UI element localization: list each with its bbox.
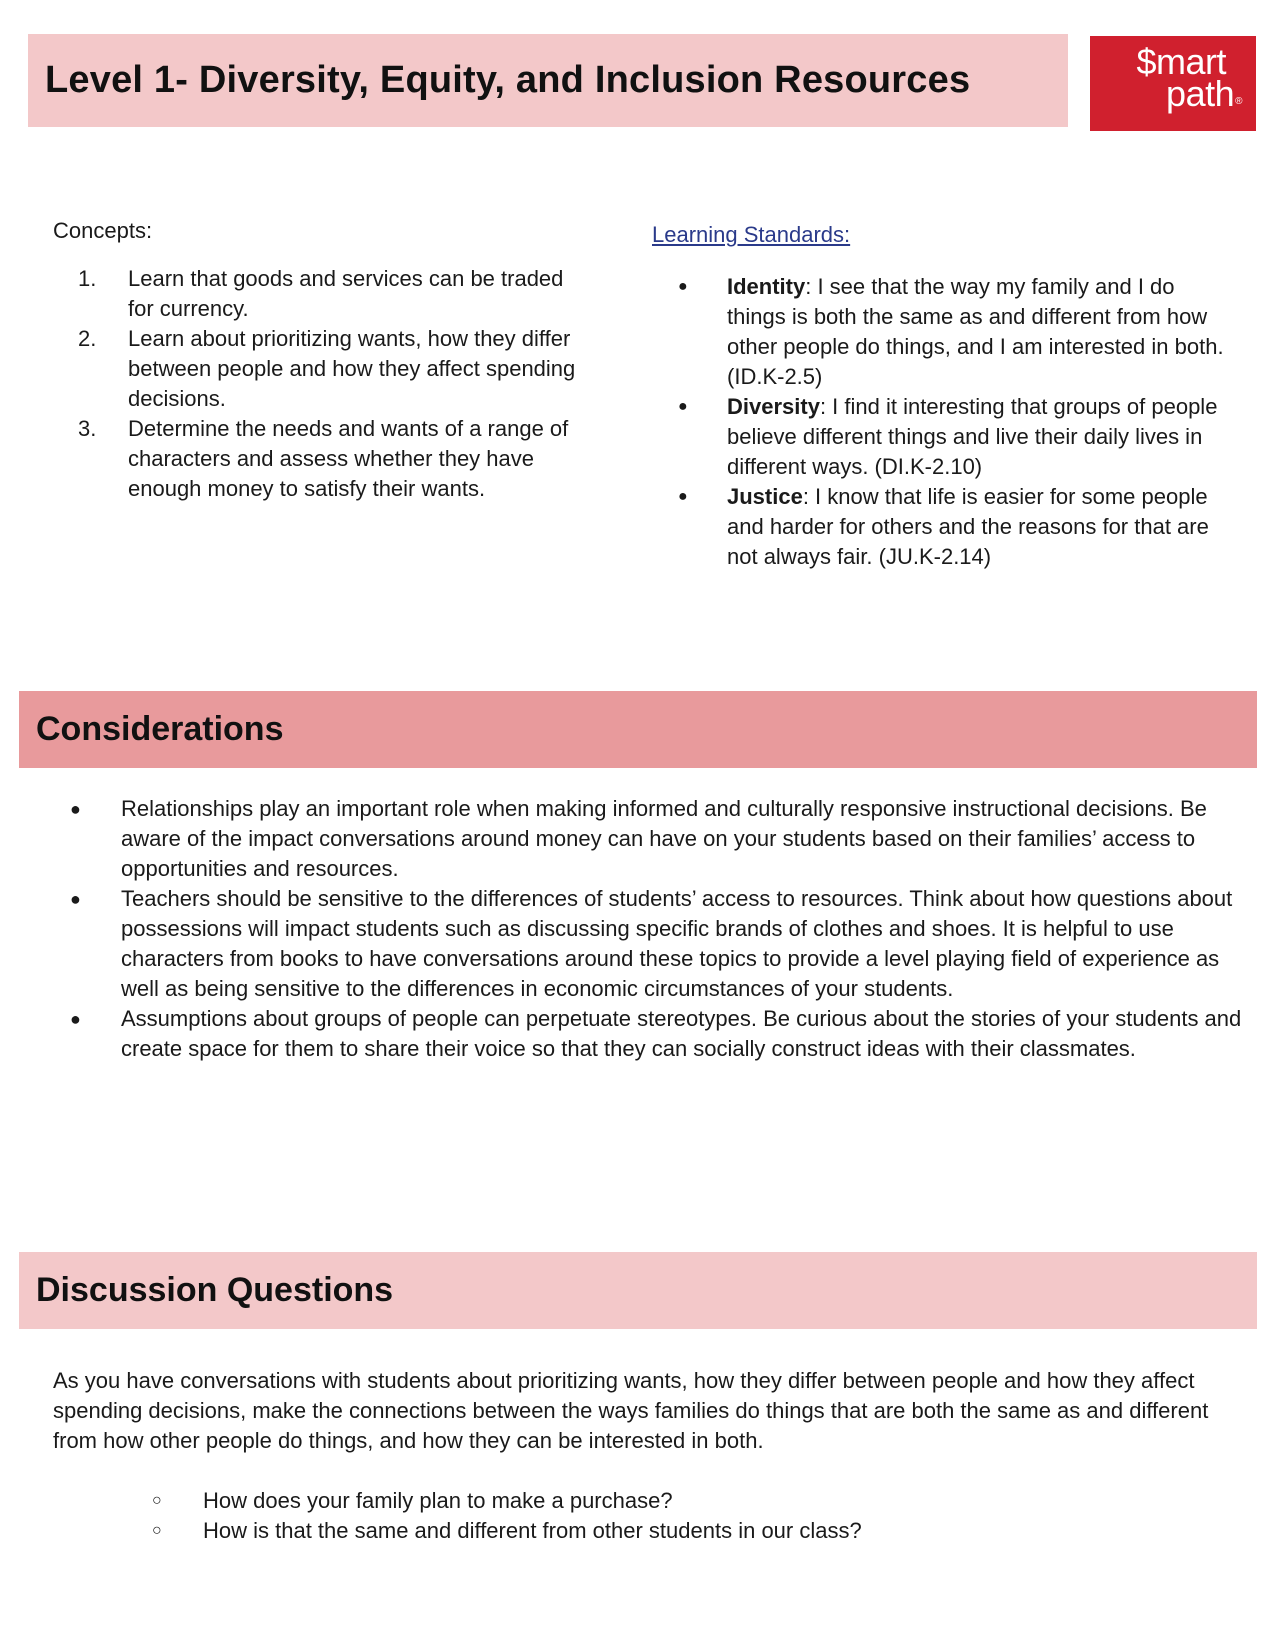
bullet-icon: ● — [70, 799, 81, 819]
list-item: 1. Learn that goods and services can be traded for currency. — [78, 266, 564, 321]
logo-line1: $mart — [1136, 41, 1226, 82]
list-item: ● Justice: I know that life is easier for some people and harder for others and the reasons for that are not always fair. (JU.K-2.14) — [678, 484, 1209, 569]
page-title: Level 1- Diversity, Equity, and Inclusion Resources — [45, 59, 971, 101]
list-item: ● Assumptions about groups of people can perpetuate stereotypes. Be curious about the stories of your students and create space for them to share their voice so that they can socially construct ideas with their classmates. — [70, 1006, 1242, 1061]
concepts-section — [53, 218, 593, 504]
concepts-list — [53, 264, 593, 504]
questions-list — [53, 1486, 1243, 1546]
circle-bullet-icon: ○ — [152, 1522, 162, 1539]
learning-standards-link[interactable]: Learning Standards: — [652, 222, 851, 247]
circle-bullet-icon: ○ — [152, 1492, 162, 1509]
considerations-section — [70, 794, 1250, 1064]
bullet-icon: ● — [678, 488, 688, 505]
bullet-icon: ● — [70, 1009, 81, 1029]
list-item: 2. Learn about prioritizing wants, how they differ between people and how they affect spending decisions. — [78, 326, 576, 411]
considerations-list — [70, 794, 1250, 1064]
considerations-heading: Considerations — [36, 710, 284, 748]
list-item: ● Identity: I see that the way my family and I do things is both the same as and different from how other people do things, and I am interested in both. (ID.K-2.5) — [678, 274, 1224, 389]
list-item: ○ How is that the same and different from other students in our class? — [53, 1516, 1243, 1546]
discussion-heading: Discussion Questions — [36, 1271, 394, 1309]
list-item: ● Teachers should be sensitive to the differences of students’ access to resources. Think about how questions about possessions will impact students such as discussing specific brands of clothes and shoes. It is helpful to use characters from books to have conversations around these topics to provide a level playing field of experience as well as being sensitive to the differences in economic circumstances of your students. — [70, 886, 1233, 1001]
list-item: ● Diversity: I find it interesting that groups of people believe different things and live their daily lives in different ways. (DI.K-2.10) — [678, 394, 1218, 479]
logo-line2: path® — [1166, 73, 1242, 114]
list-item: 3. Determine the needs and wants of a range of characters and assess whether they have enough money to satisfy their wants. — [78, 416, 569, 501]
learning-standards-section — [652, 222, 1232, 572]
discussion-banner — [19, 1252, 1257, 1329]
considerations-banner — [19, 691, 1257, 768]
title-banner — [28, 34, 1068, 127]
standards-list — [652, 272, 1232, 572]
bullet-icon: ● — [678, 398, 688, 415]
bullet-icon: ● — [70, 889, 81, 909]
discussion-intro: As you have conversations with students about prioritizing wants, how they differ between people and how they affect spending decisions, make the connections between the ways families do things that are both the same as and different from how other people do things, and how they can be interested in both. — [53, 1368, 1209, 1453]
concepts-heading: Concepts: — [53, 218, 153, 243]
discussion-section — [53, 1366, 1243, 1546]
bullet-icon: ● — [678, 278, 688, 295]
list-item: ○ How does your family plan to make a purchase? — [53, 1486, 1243, 1516]
smartpath-logo — [1090, 36, 1256, 131]
list-item: ● Relationships play an important role when making informed and culturally responsive instructional decisions. Be aware of the impact conversations around money can have on your students based on their families’ access to opportunities and resources. — [70, 796, 1207, 881]
